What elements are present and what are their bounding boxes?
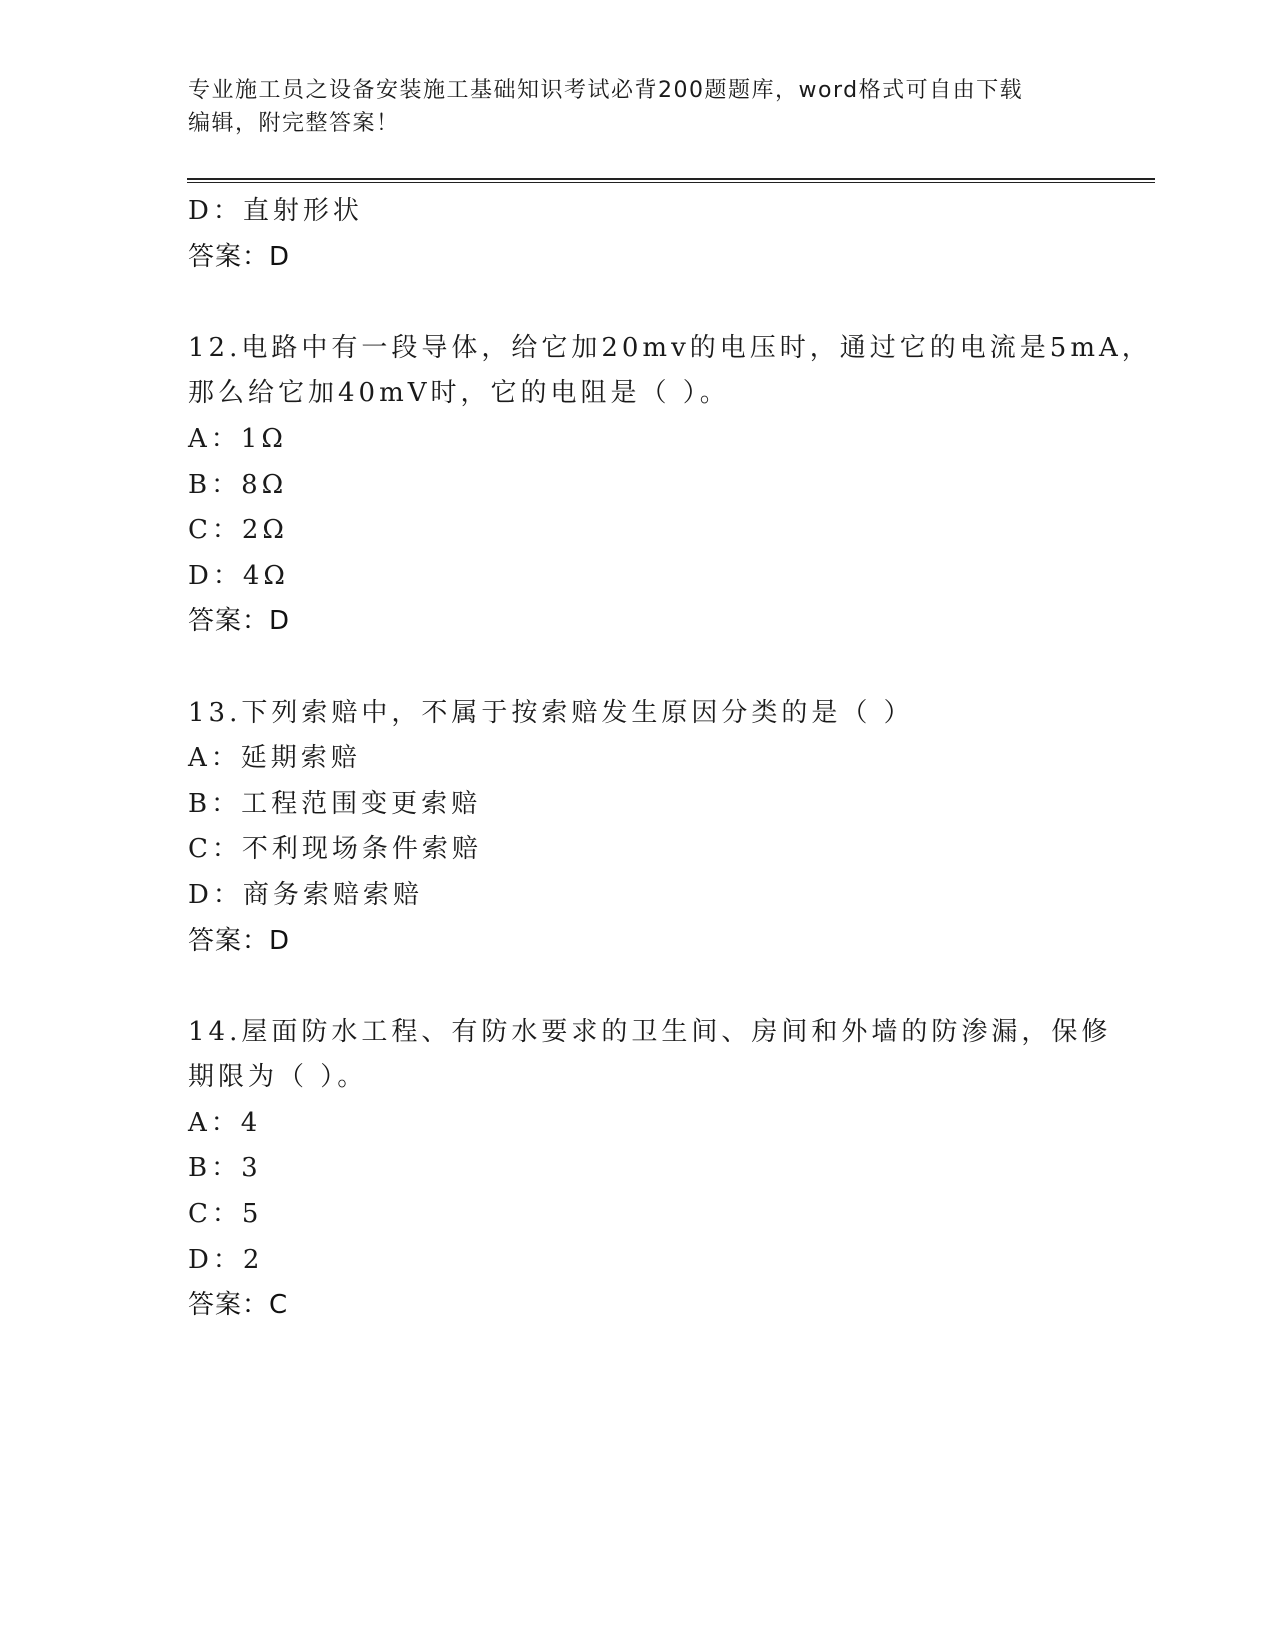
answer: 答案：C: [188, 1290, 289, 1321]
question-12: [188, 326, 1152, 645]
prev-question-option-d: D：直射形状: [188, 196, 363, 226]
spacer: [188, 645, 1088, 691]
option-b: B：3: [188, 1153, 262, 1184]
answer: 答案：D: [188, 925, 291, 956]
answer: 答案：D: [188, 606, 291, 637]
spacer: [188, 964, 1088, 1010]
header-divider-thin: [187, 182, 1155, 183]
header-title-line-1: 专业施工员之设备安装施工基础知识考试必背200题题库，word格式可自由下载: [188, 78, 1024, 103]
option-a: A：延期索赔: [188, 743, 361, 774]
option-b: B：工程范围变更索赔: [188, 788, 482, 819]
question-content: [188, 189, 1152, 1329]
option-c: C：5: [188, 1199, 263, 1230]
prev-question-answer: 答案：D: [188, 241, 291, 272]
header-title-line-2: 编辑，附完整答案！: [188, 111, 400, 136]
question-stem: 12.电路中有一段导体，给它加20mv的电压时，通过它的电流是5mA，: [188, 332, 1152, 363]
question-stem: 14.屋面防水工程、有防水要求的卫生间、房间和外墙的防渗漏，保修: [188, 1016, 1112, 1047]
option-c: C：2Ω: [188, 515, 288, 546]
option-d: D：4Ω: [188, 560, 289, 591]
option-c: C：不利现场条件索赔: [188, 834, 482, 865]
document-header: [188, 74, 1088, 140]
option-b: B：8Ω: [188, 469, 288, 500]
question-stem-continued: 那么给它加40mV时，它的电阻是（ ）。: [188, 378, 730, 409]
spacer: [188, 280, 1088, 326]
header-divider-thick: [187, 178, 1155, 180]
question-14: [188, 1010, 1112, 1329]
question-stem: 13.下列索赔中，不属于按索赔发生原因分类的是（ ）: [188, 697, 914, 728]
option-d: D：2: [188, 1244, 264, 1275]
question-stem-continued: 期限为（ ）。: [188, 1062, 368, 1093]
option-a: A：4: [188, 1107, 262, 1138]
option-d: D：商务索赔索赔: [188, 879, 423, 910]
option-a: A：1Ω: [188, 423, 287, 454]
question-13: [188, 691, 1088, 965]
